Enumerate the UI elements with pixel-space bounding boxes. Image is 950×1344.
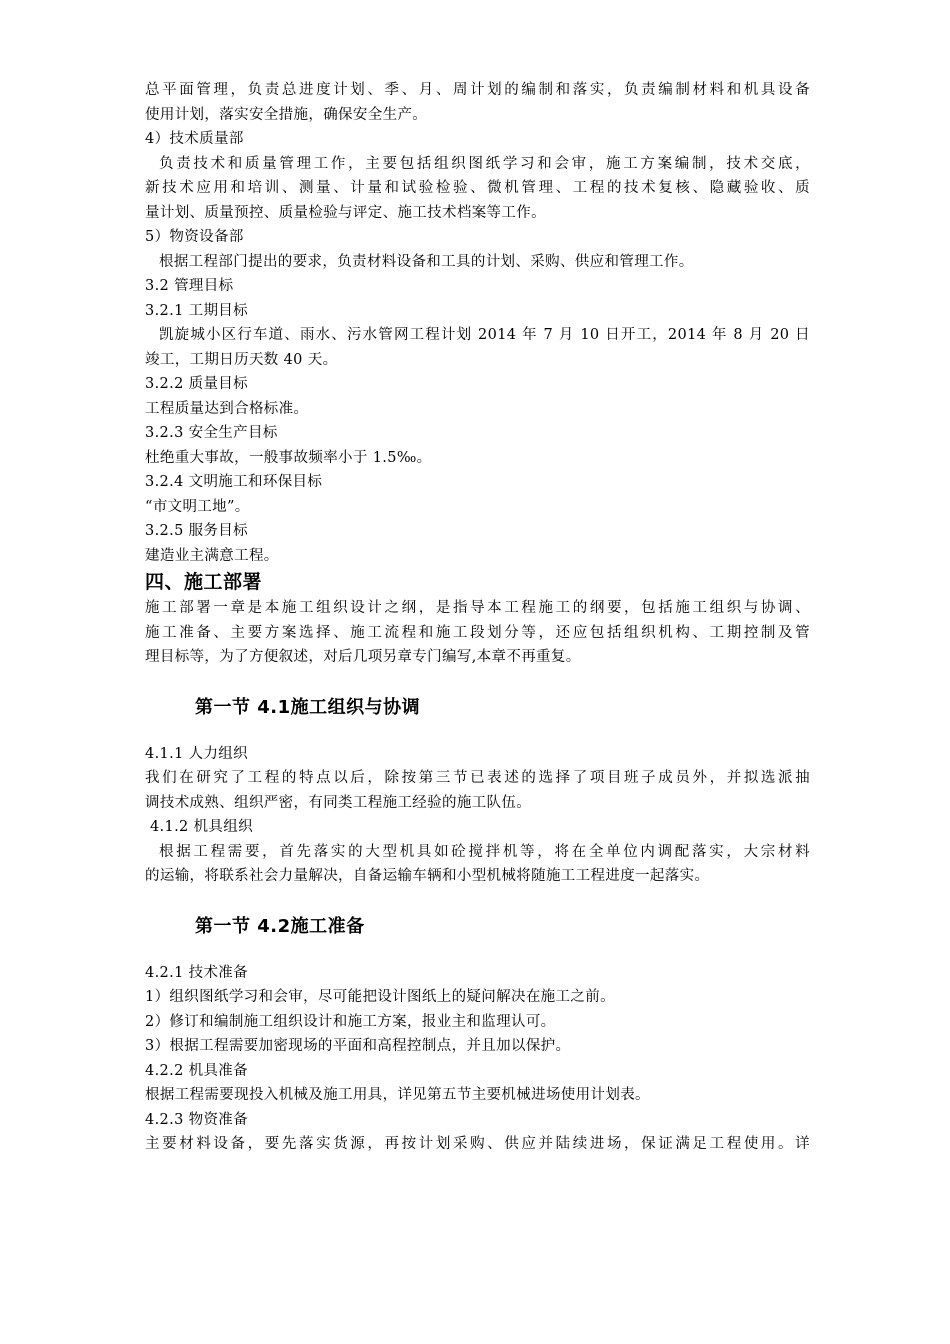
subsection-heading: 3.2.1 工期目标 bbox=[145, 302, 249, 319]
text-line: “市文明工地”。 bbox=[145, 498, 250, 515]
section-heading-4-2: 第一节 4.2施工准备 bbox=[195, 915, 365, 937]
text-line: 量计划、质量预控、质量检验与评定、施工技术档案等工作。 bbox=[145, 204, 546, 221]
list-heading: 4）技术质量部 bbox=[145, 131, 244, 147]
text-line: 总平面管理，负责总进度计划、季、月、周计划的编制和落实，负责编制材料和机具设备 bbox=[145, 82, 810, 98]
text-line: 施工部署一章是本施工组织设计之纲，是指导本工程施工的纲要，包括施工组织与协调、 bbox=[145, 600, 810, 616]
subsection-heading: 3.2.4 文明施工和环保目标 bbox=[145, 474, 323, 490]
text-line: 根据工程部门提出的要求，负责材料设备和工具的计划、采购、供应和管理工作。 bbox=[159, 253, 694, 270]
text-line: 新技术应用和培训、测量、计量和试验检验、微机管理、工程的技术复核、隐藏验收、质 bbox=[145, 180, 810, 196]
spacer bbox=[145, 670, 810, 694]
list-item: 2）修订和编制施工组织设计和施工方案，报业主和监理认可。 bbox=[145, 1013, 556, 1030]
text-line: 主要材料设备，要先落实货源，再按计划采购、供应并陆续进场，保证满足工程使用。详 bbox=[145, 1136, 810, 1152]
subsection-heading: 3.2.5 服务目标 bbox=[145, 523, 249, 539]
subsection-heading: 4.2.2 机具准备 bbox=[145, 1062, 249, 1079]
text-line: 使用计划，落实安全措施，确保安全生产。 bbox=[145, 106, 428, 123]
subsection-heading: 4.1.1 人力组织 bbox=[145, 745, 249, 762]
subsection-heading: 3.2.2 质量目标 bbox=[145, 376, 249, 392]
list-item: 3）根据工程需要加密现场的平面和高程控制点，并且加以保护。 bbox=[145, 1038, 571, 1054]
text-line: 杜绝重大事故，一般事故频率小于 1.5‰。 bbox=[145, 449, 432, 466]
subsection-heading: 4.1.2 机具组织 bbox=[145, 819, 253, 835]
list-heading: 5）物资设备部 bbox=[145, 229, 244, 245]
text-line: 根据工程需要，首先落实的大型机具如砼搅拌机等，将在全单位内调配落实，大宗材料 bbox=[159, 843, 810, 860]
section-heading: 3.2 管理目标 bbox=[145, 278, 234, 294]
section-heading-4-1: 第一节 4.1施工组织与协调 bbox=[195, 696, 421, 718]
text-line: 负责技术和质量管理工作，主要包括组织图纸学习和会审，施工方案编制，技术交底， bbox=[159, 155, 810, 172]
text-line: 我们在研究了工程的特点以后，除按第三节已表述的选择了项目班子成员外，并拟选派抽 bbox=[145, 770, 810, 786]
text-line: 理目标等，为了方便叙述，对后几项另章专门编写,本章不再重复。 bbox=[145, 649, 581, 665]
spacer bbox=[145, 941, 810, 961]
spacer bbox=[145, 722, 810, 742]
subsection-heading: 3.2.3 安全生产目标 bbox=[145, 425, 278, 441]
text-line: 根据工程需要现投入机械及施工用具，详见第五节主要机械进场使用计划表。 bbox=[145, 1087, 650, 1103]
text-line: 竣工，工期日历天数 40 天。 bbox=[145, 351, 338, 368]
list-item: 1）组织图纸学习和会审，尽可能把设计图纸上的疑问解决在施工之前。 bbox=[145, 989, 615, 1005]
document-page bbox=[145, 78, 810, 1157]
text-line: 工程质量达到合格标准。 bbox=[145, 400, 309, 417]
chapter-heading: 四、施工部署 bbox=[145, 571, 263, 593]
spacer bbox=[145, 889, 810, 913]
text-line: 建造业主满意工程。 bbox=[145, 547, 279, 564]
text-line: 凯旋城小区行车道、雨水、污水管网工程计划 2014 年 7 月 10 日开工，2014 年 8 月 20 日 bbox=[159, 327, 810, 343]
subsection-heading: 4.2.1 技术准备 bbox=[145, 964, 249, 981]
subsection-heading: 4.2.3 物资准备 bbox=[145, 1111, 249, 1128]
text-line: 施工准备、主要方案选择、施工流程和施工段划分等，还应包括组织机构、工期控制及管 bbox=[145, 624, 810, 641]
text-line: 的运输，将联系社会力量解决，自备运输车辆和小型机械将随施工工程进度一起落实。 bbox=[145, 868, 710, 884]
text-line: 调技术成熟、组织严密，有同类工程施工经验的施工队伍。 bbox=[145, 794, 532, 811]
